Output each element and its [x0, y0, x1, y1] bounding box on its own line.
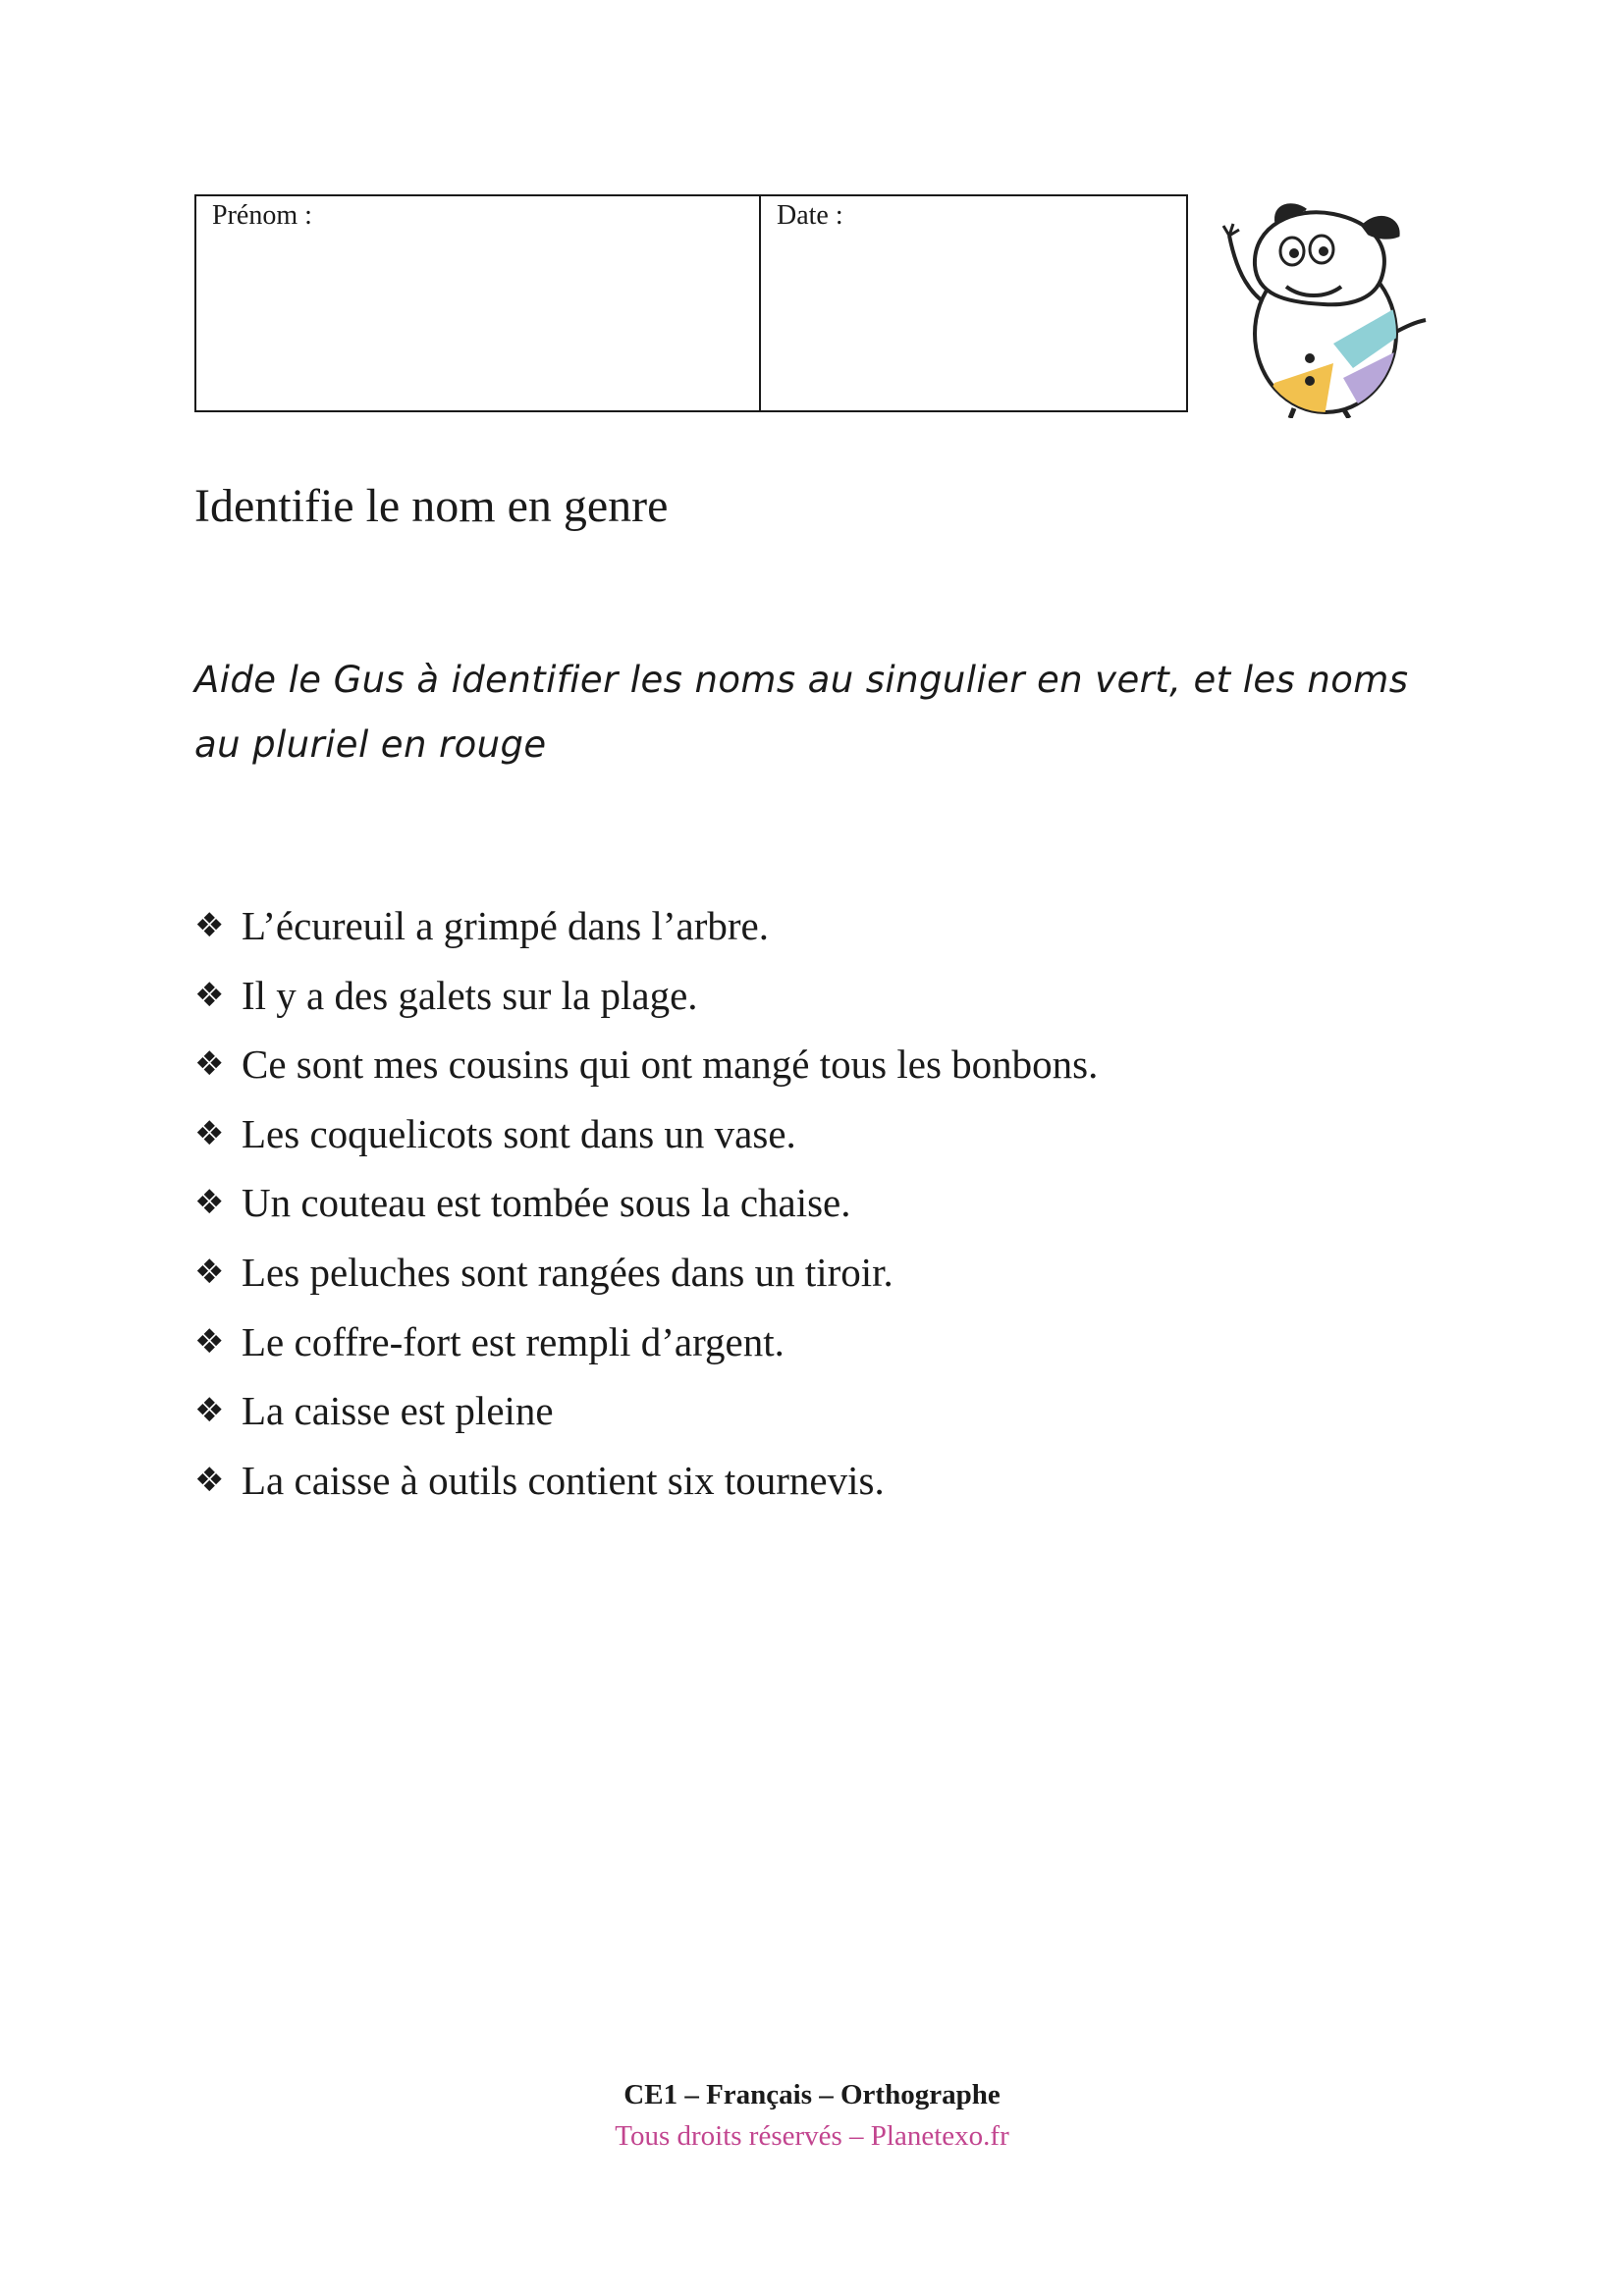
- sentence-text: Les peluches sont rangées dans un tiroir.: [242, 1249, 893, 1295]
- footer-course: CE1 – Français – Orthographe: [623, 2079, 1001, 2110]
- list-item: [194, 1168, 1098, 1238]
- sentence-text: La caisse est pleine: [242, 1388, 554, 1434]
- list-item: [194, 1030, 1098, 1099]
- page-title: Identifie le nom en genre: [194, 480, 669, 532]
- gus-mascot-icon: [1216, 196, 1434, 418]
- sentence-text: L’écureuil a grimpé dans l’arbre.: [242, 903, 769, 948]
- diamond-bullet-icon: ❖: [194, 1321, 225, 1362]
- diamond-bullet-icon: ❖: [194, 975, 225, 1015]
- list-item: [194, 1376, 1098, 1446]
- sentence-text: Le coffre-fort est rempli d’argent.: [242, 1318, 785, 1364]
- date-field[interactable]: [761, 196, 1186, 410]
- diamond-bullet-icon: ❖: [194, 1113, 225, 1153]
- prenom-label: Prénom :: [212, 200, 312, 231]
- sentence-list: [194, 891, 1098, 1515]
- diamond-bullet-icon: ❖: [194, 1460, 225, 1500]
- diamond-bullet-icon: ❖: [194, 1391, 225, 1431]
- sentence-text: Ce sont mes cousins qui ont mangé tous les bonbons.: [242, 1041, 1099, 1088]
- list-item: [194, 891, 1098, 961]
- list-item: [194, 961, 1098, 1031]
- diamond-bullet-icon: ❖: [194, 1044, 225, 1085]
- diamond-bullet-icon: ❖: [194, 1252, 225, 1292]
- list-item: [194, 1446, 1098, 1516]
- diamond-bullet-icon: ❖: [194, 1183, 225, 1223]
- header-box: [194, 194, 1188, 412]
- list-item: [194, 1099, 1098, 1169]
- list-item: [194, 1238, 1098, 1308]
- sentence-text: La caisse à outils contient six tournevis.: [242, 1457, 885, 1503]
- diamond-bullet-icon: ❖: [194, 906, 225, 945]
- sentence-text: Il y a des galets sur la plage.: [242, 972, 698, 1018]
- instructions-text: Aide le Gus à identifier les noms au singulier en vert, et les noms au pluriel en rouge: [194, 659, 1409, 766]
- footer-copyright: Tous droits réservés – Planetexo.fr: [615, 2120, 1009, 2152]
- date-label: Date :: [777, 200, 843, 231]
- prenom-field[interactable]: [196, 196, 761, 410]
- sentence-text: Les coquelicots sont dans un vase.: [242, 1110, 796, 1156]
- sentence-text: Un couteau est tombée sous la chaise.: [242, 1180, 851, 1226]
- list-item: [194, 1308, 1098, 1377]
